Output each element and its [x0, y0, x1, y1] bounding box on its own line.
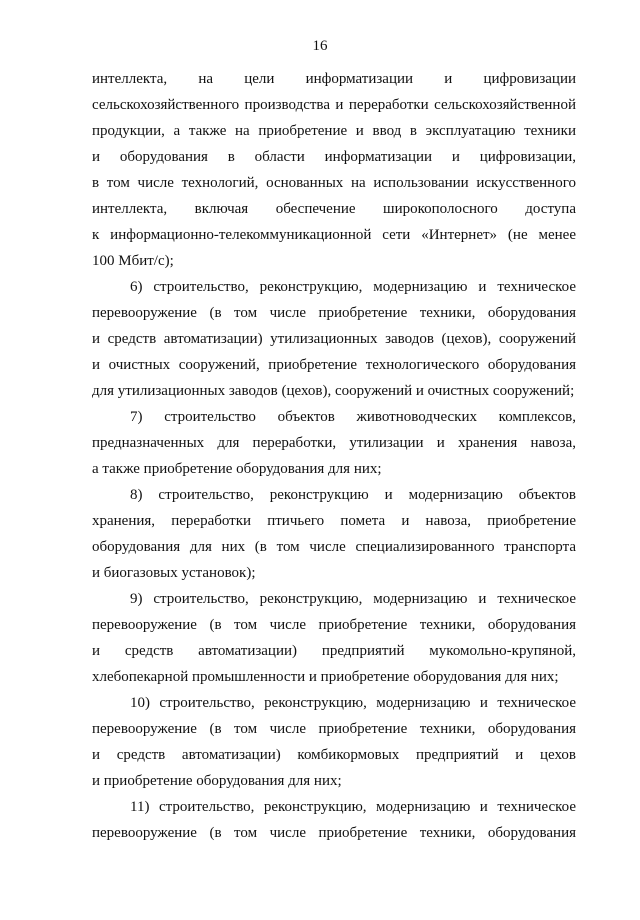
text-line: к информационно-телекоммуникационной сети «Интернет» (не менее — [92, 227, 576, 243]
text-line: а также приобретение оборудования для них; — [92, 461, 382, 477]
text-line: и оборудования в области информатизации и цифровизации, — [92, 149, 576, 165]
text-line: 10) строительство, реконструкцию, модернизацию и техническое — [130, 695, 576, 711]
list-item-6 — [92, 274, 576, 404]
text-line: перевооружение (в том числе приобретение техники, оборудования — [92, 305, 576, 321]
list-item-7 — [92, 404, 576, 482]
list-item-8 — [92, 482, 576, 586]
text-line: и средств автоматизации) комбикормовых предприятий и цехов — [92, 747, 576, 763]
text-line: перевооружение (в том числе приобретение техники, оборудования — [92, 617, 576, 633]
text-line: интеллекта, на цели информатизации и цифровизации — [92, 71, 576, 87]
text-line: оборудования для них (в том числе специализированного транспорта — [92, 539, 576, 555]
text-line: для утилизационных заводов (цехов), сооружений и очистных сооружений; — [92, 383, 575, 399]
text-line: и приобретение оборудования для них; — [92, 773, 342, 789]
text-line: предназначенных для переработки, утилизации и хранения навоза, — [92, 435, 576, 451]
page-number: 16 — [312, 38, 328, 54]
text-line: 7) строительство объектов животноводческих комплексов, — [130, 409, 576, 425]
text-line: и биогазовых установок); — [92, 565, 256, 581]
text-line: хлебопекарной промышленности и приобретение оборудования для них; — [92, 669, 559, 685]
text-line: 9) строительство, реконструкцию, модернизацию и техническое — [130, 591, 576, 607]
text-line: и средств автоматизации) утилизационных заводов (цехов), сооружений — [92, 331, 576, 347]
text-line: и очистных сооружений, приобретение технологического оборудования — [92, 357, 576, 373]
text-line: хранения, переработки птичьего помета и навоза, приобретение — [92, 513, 576, 529]
list-item-11 — [92, 794, 576, 846]
text-line: продукции, а также на приобретение и ввод в эксплуатацию техники — [92, 123, 576, 139]
text-line: перевооружение (в том числе приобретение техники, оборудования — [92, 825, 576, 841]
list-item-10 — [92, 690, 576, 794]
list-item-9 — [92, 586, 576, 690]
text-line: 8) строительство, реконструкцию и модернизацию объектов — [130, 487, 576, 503]
document-body — [92, 66, 576, 846]
text-line: и средств автоматизации) предприятий мукомольно-крупяной, — [92, 643, 576, 659]
text-line: 6) строительство, реконструкцию, модернизацию и техническое — [130, 279, 576, 295]
paragraph-continuation — [92, 66, 576, 274]
text-line: 11) строительство, реконструкцию, модернизацию и техническое — [130, 799, 576, 815]
text-line: интеллекта, включая обеспечение широкополосного доступа — [92, 201, 576, 217]
text-line: в том числе технологий, основанных на использовании искусственного — [92, 175, 576, 191]
text-line: сельскохозяйственного производства и переработки сельскохозяйственной — [92, 97, 576, 113]
text-line: перевооружение (в том числе приобретение техники, оборудования — [92, 721, 576, 737]
text-line: 100 Мбит/с); — [92, 253, 174, 269]
